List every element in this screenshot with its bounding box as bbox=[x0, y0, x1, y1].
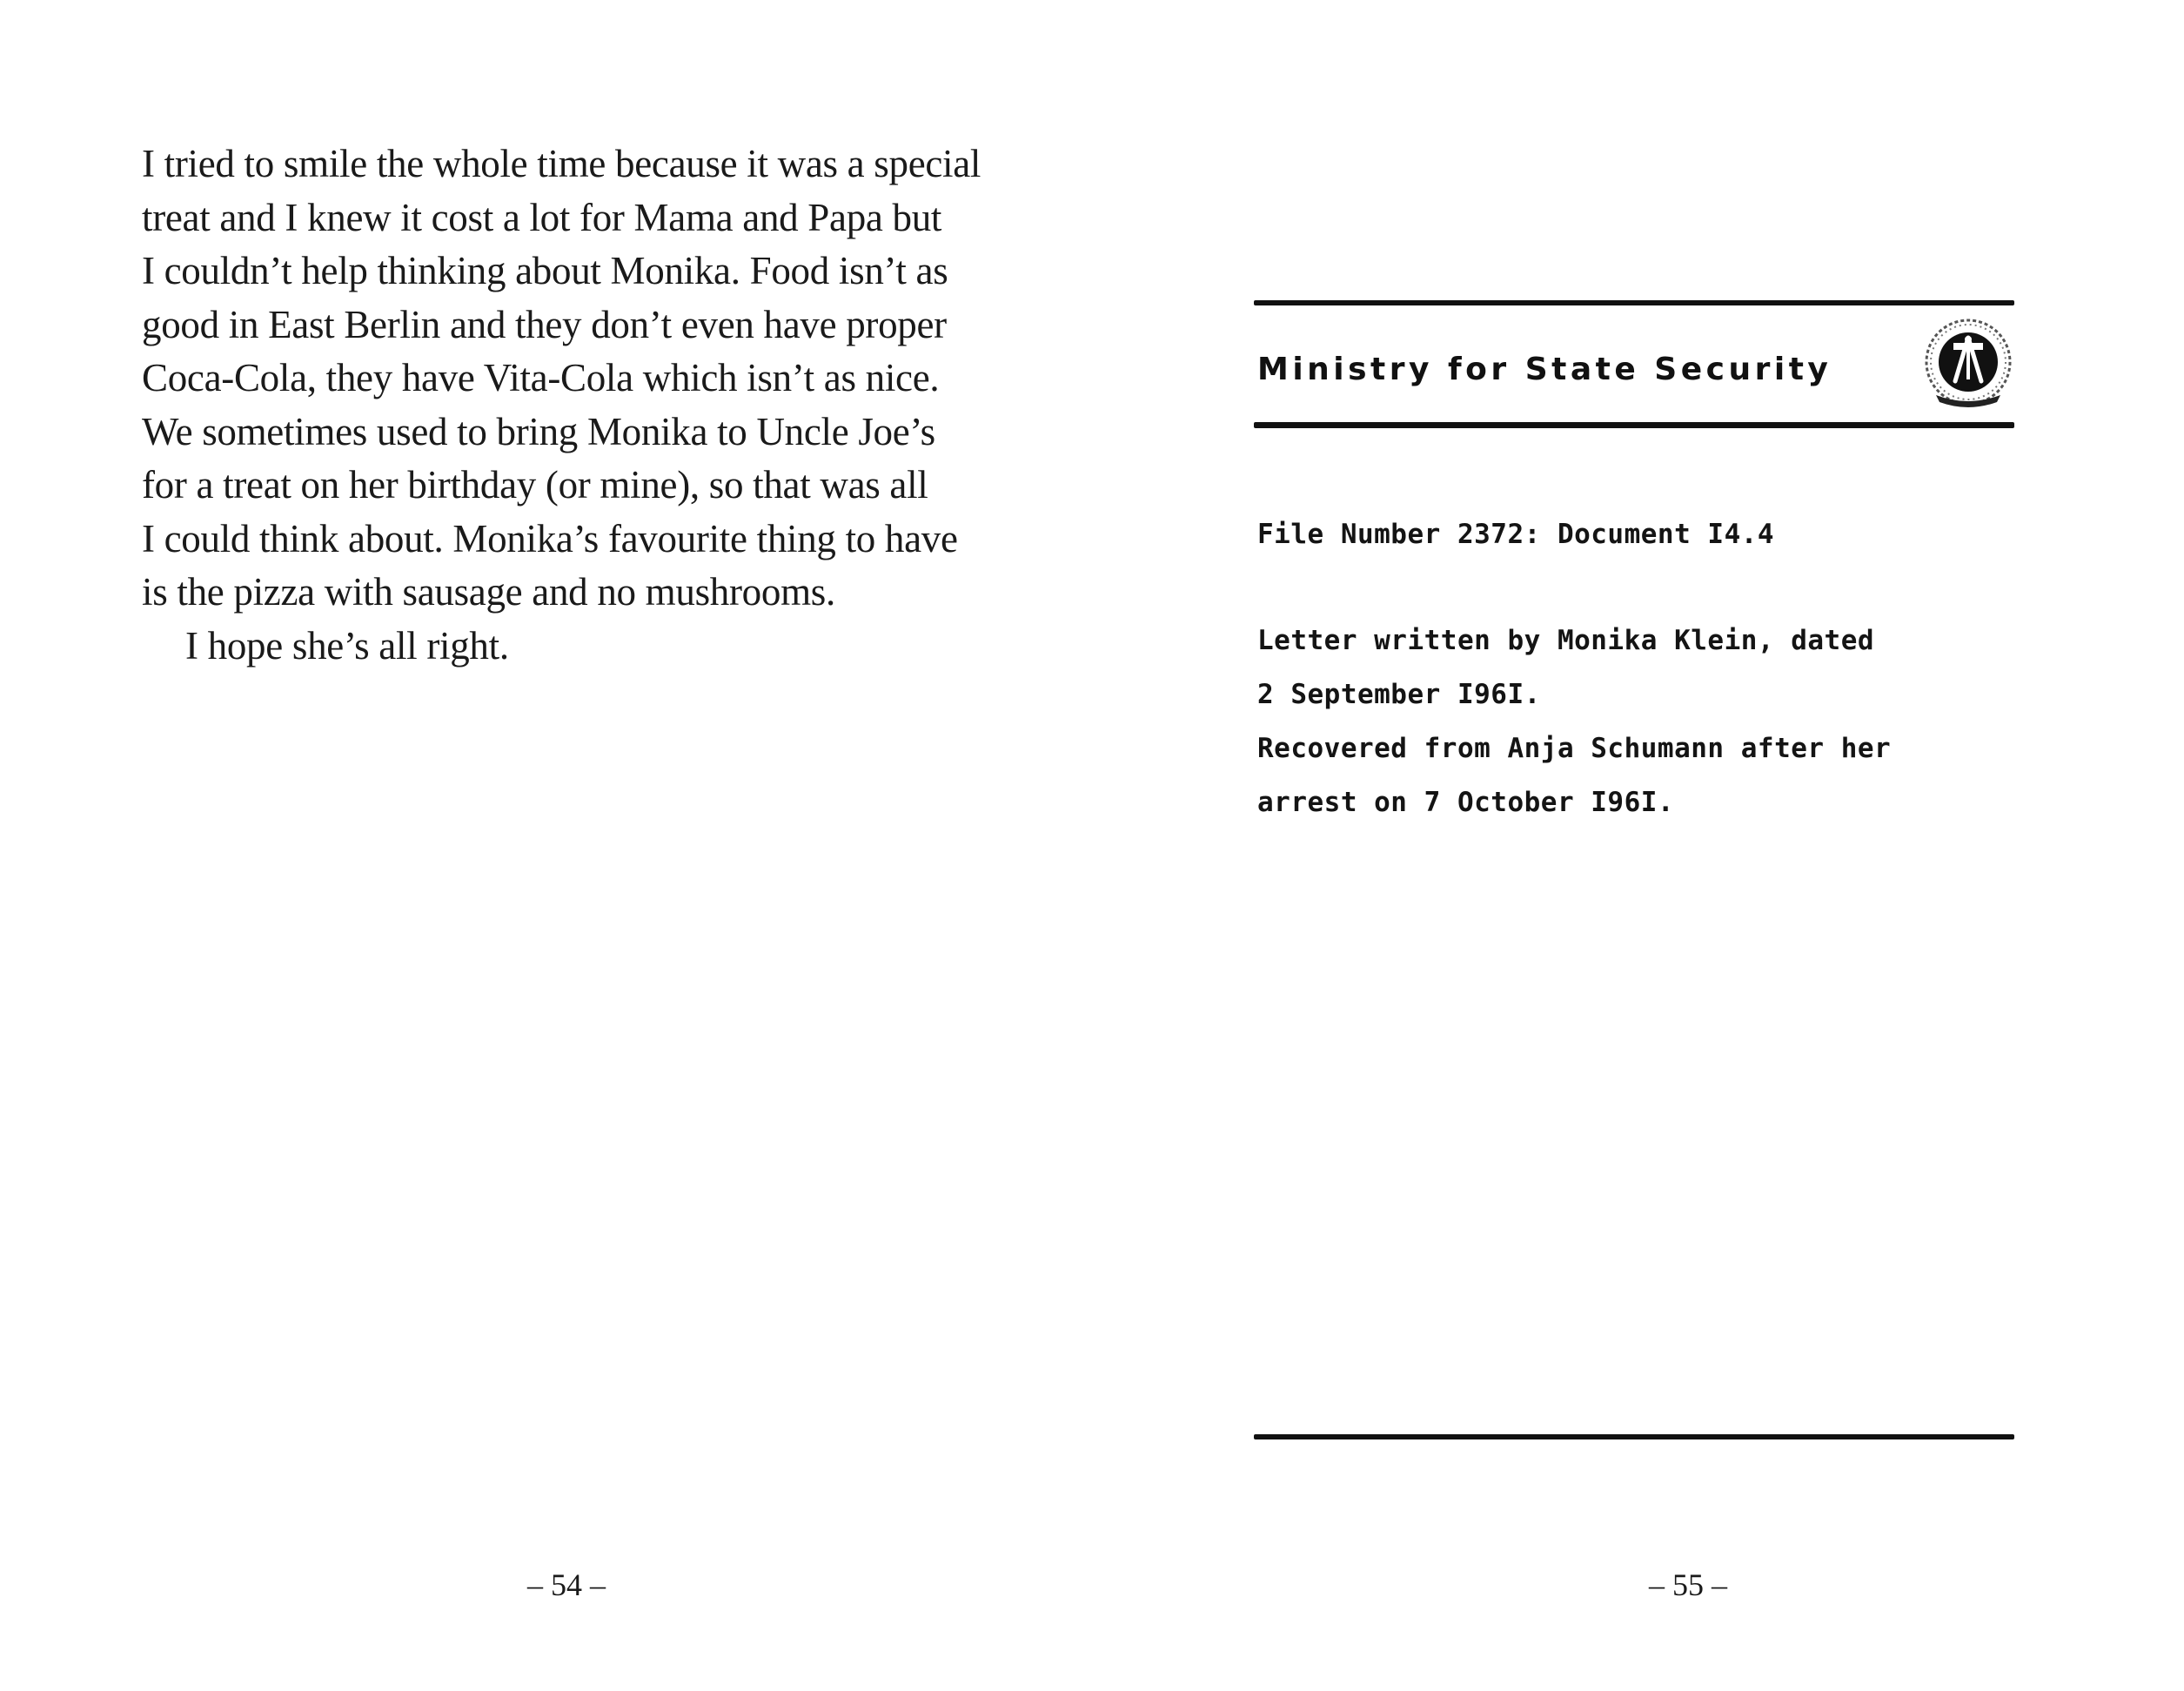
document-description bbox=[1257, 614, 1891, 829]
closing-paragraph bbox=[142, 620, 960, 674]
story-paragraph bbox=[142, 138, 981, 620]
text-line: I tried to smile the whole time because it was a special bbox=[142, 142, 981, 185]
text-line: I could think about. Monika’s favourite thing to have bbox=[142, 516, 958, 560]
page-number-left: – 54 – bbox=[527, 1567, 606, 1602]
description-line: Recovered from Anja Schumann after her bbox=[1257, 733, 1892, 764]
description-line: 2 September I96I. bbox=[1257, 679, 1541, 710]
document-header-title: Ministry for State Security bbox=[1257, 352, 1832, 387]
text-line: is the pizza with sausage and no mushrooms. bbox=[142, 570, 835, 614]
text-line: Coca-Cola, they have Vita-Cola which isn’t as nice. bbox=[142, 356, 940, 399]
text-line: treat and I knew it cost a lot for Mama and Papa but bbox=[142, 195, 942, 239]
text-line: We sometimes used to bring Monika to Uncle Joe’s bbox=[142, 409, 935, 453]
text-line: I hope she’s all right. bbox=[185, 623, 509, 668]
text-line: for a treat on her birthday (or mine), so that was all bbox=[142, 463, 928, 507]
file-number-line: File Number 2372: Document I4.4 bbox=[1257, 519, 1775, 550]
story-text bbox=[142, 138, 981, 673]
right-page bbox=[1092, 0, 2184, 1691]
text-line: I couldn’t help thinking about Monika. Food isn’t as bbox=[142, 249, 948, 292]
gdr-emblem-icon bbox=[1920, 317, 2016, 413]
footer-rule bbox=[1254, 1434, 2014, 1439]
header-bottom-rule bbox=[1254, 422, 2014, 428]
description-line: Letter written by Monika Klein, dated bbox=[1257, 625, 1875, 656]
text-line: good in East Berlin and they don’t even have proper bbox=[142, 302, 947, 346]
description-line: arrest on 7 October I96I. bbox=[1257, 787, 1675, 818]
header-top-rule bbox=[1254, 300, 2014, 305]
page-number-right: – 55 – bbox=[1649, 1567, 1727, 1602]
